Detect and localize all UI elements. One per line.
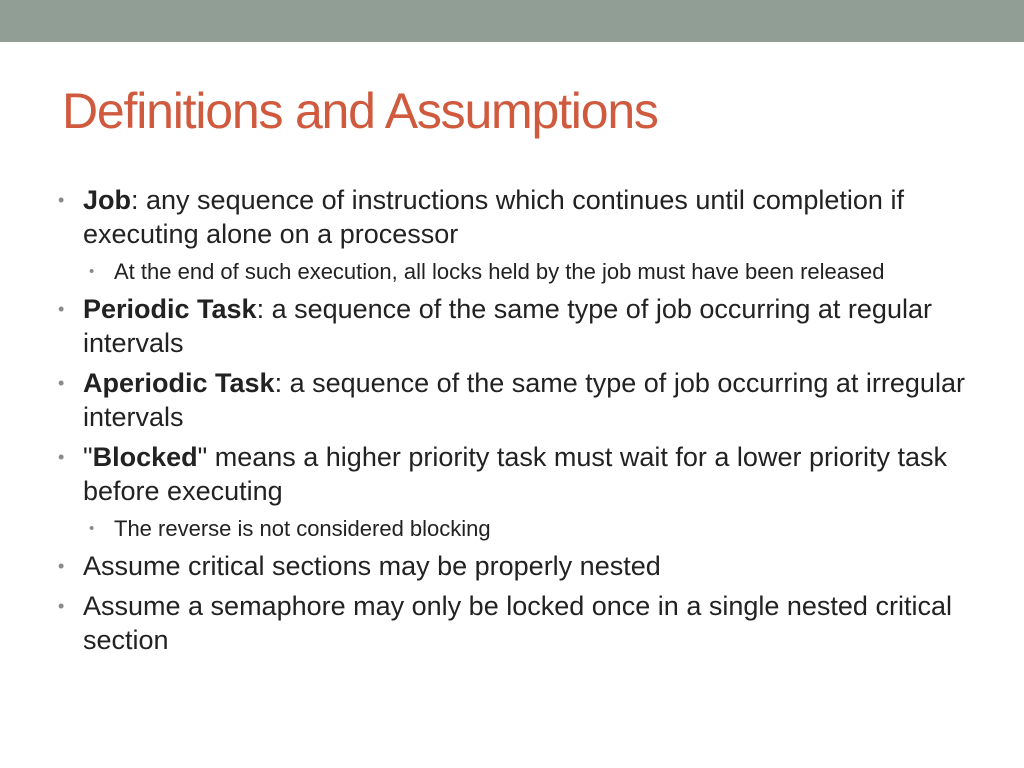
- bullet-icon: •: [89, 263, 95, 280]
- bullet-aperiodic-task: [56, 366, 976, 434]
- definition-job: : any sequence of instructions which continues until completion if executing alone on a processor: [83, 185, 904, 249]
- bullet-icon: •: [89, 520, 95, 537]
- sub-bullet-text: The reverse is not considered blocking: [114, 516, 491, 541]
- bullet-text: Assume critical sections may be properly nested: [83, 551, 661, 581]
- bullet-blocked: [56, 440, 976, 508]
- bullet-icon: •: [58, 596, 65, 616]
- bullet-text: Assume a semaphore may only be locked once in a single nested critical section: [83, 591, 952, 655]
- term-aperiodic-task: Aperiodic Task: [83, 368, 275, 398]
- open-quote: ": [83, 442, 93, 472]
- bullet-icon: •: [58, 190, 65, 210]
- slide-content: [56, 183, 976, 663]
- definition-periodic-task: : a sequence of the same type of job occurring at regular intervals: [83, 294, 932, 358]
- term-periodic-task: Periodic Task: [83, 294, 257, 324]
- definition-aperiodic-task: : a sequence of the same type of job occurring at irregular intervals: [83, 368, 965, 432]
- term-job: Job: [83, 185, 132, 215]
- bullet-periodic-task: [56, 292, 976, 360]
- top-accent-bar: [0, 0, 1024, 42]
- bullet-icon: •: [58, 556, 65, 576]
- bullet-icon: •: [58, 299, 65, 319]
- bullet-icon: •: [58, 447, 65, 467]
- bullet-semaphore-locked-once: [56, 589, 976, 657]
- sub-bullet-reverse-not-blocking: [87, 514, 976, 543]
- sub-bullet-text: At the end of such execution, all locks held by the job must have been released: [114, 259, 885, 284]
- sub-bullet-locks-released: [87, 257, 976, 286]
- bullet-icon: •: [58, 373, 65, 393]
- term-blocked: Blocked: [92, 442, 198, 472]
- bullet-nested-sections: [56, 549, 976, 583]
- definition-blocked: " means a higher priority task must wait for a lower priority task before executing: [83, 442, 947, 506]
- slide-title: Definitions and Assumptions: [62, 83, 658, 139]
- bullet-job: [56, 183, 976, 251]
